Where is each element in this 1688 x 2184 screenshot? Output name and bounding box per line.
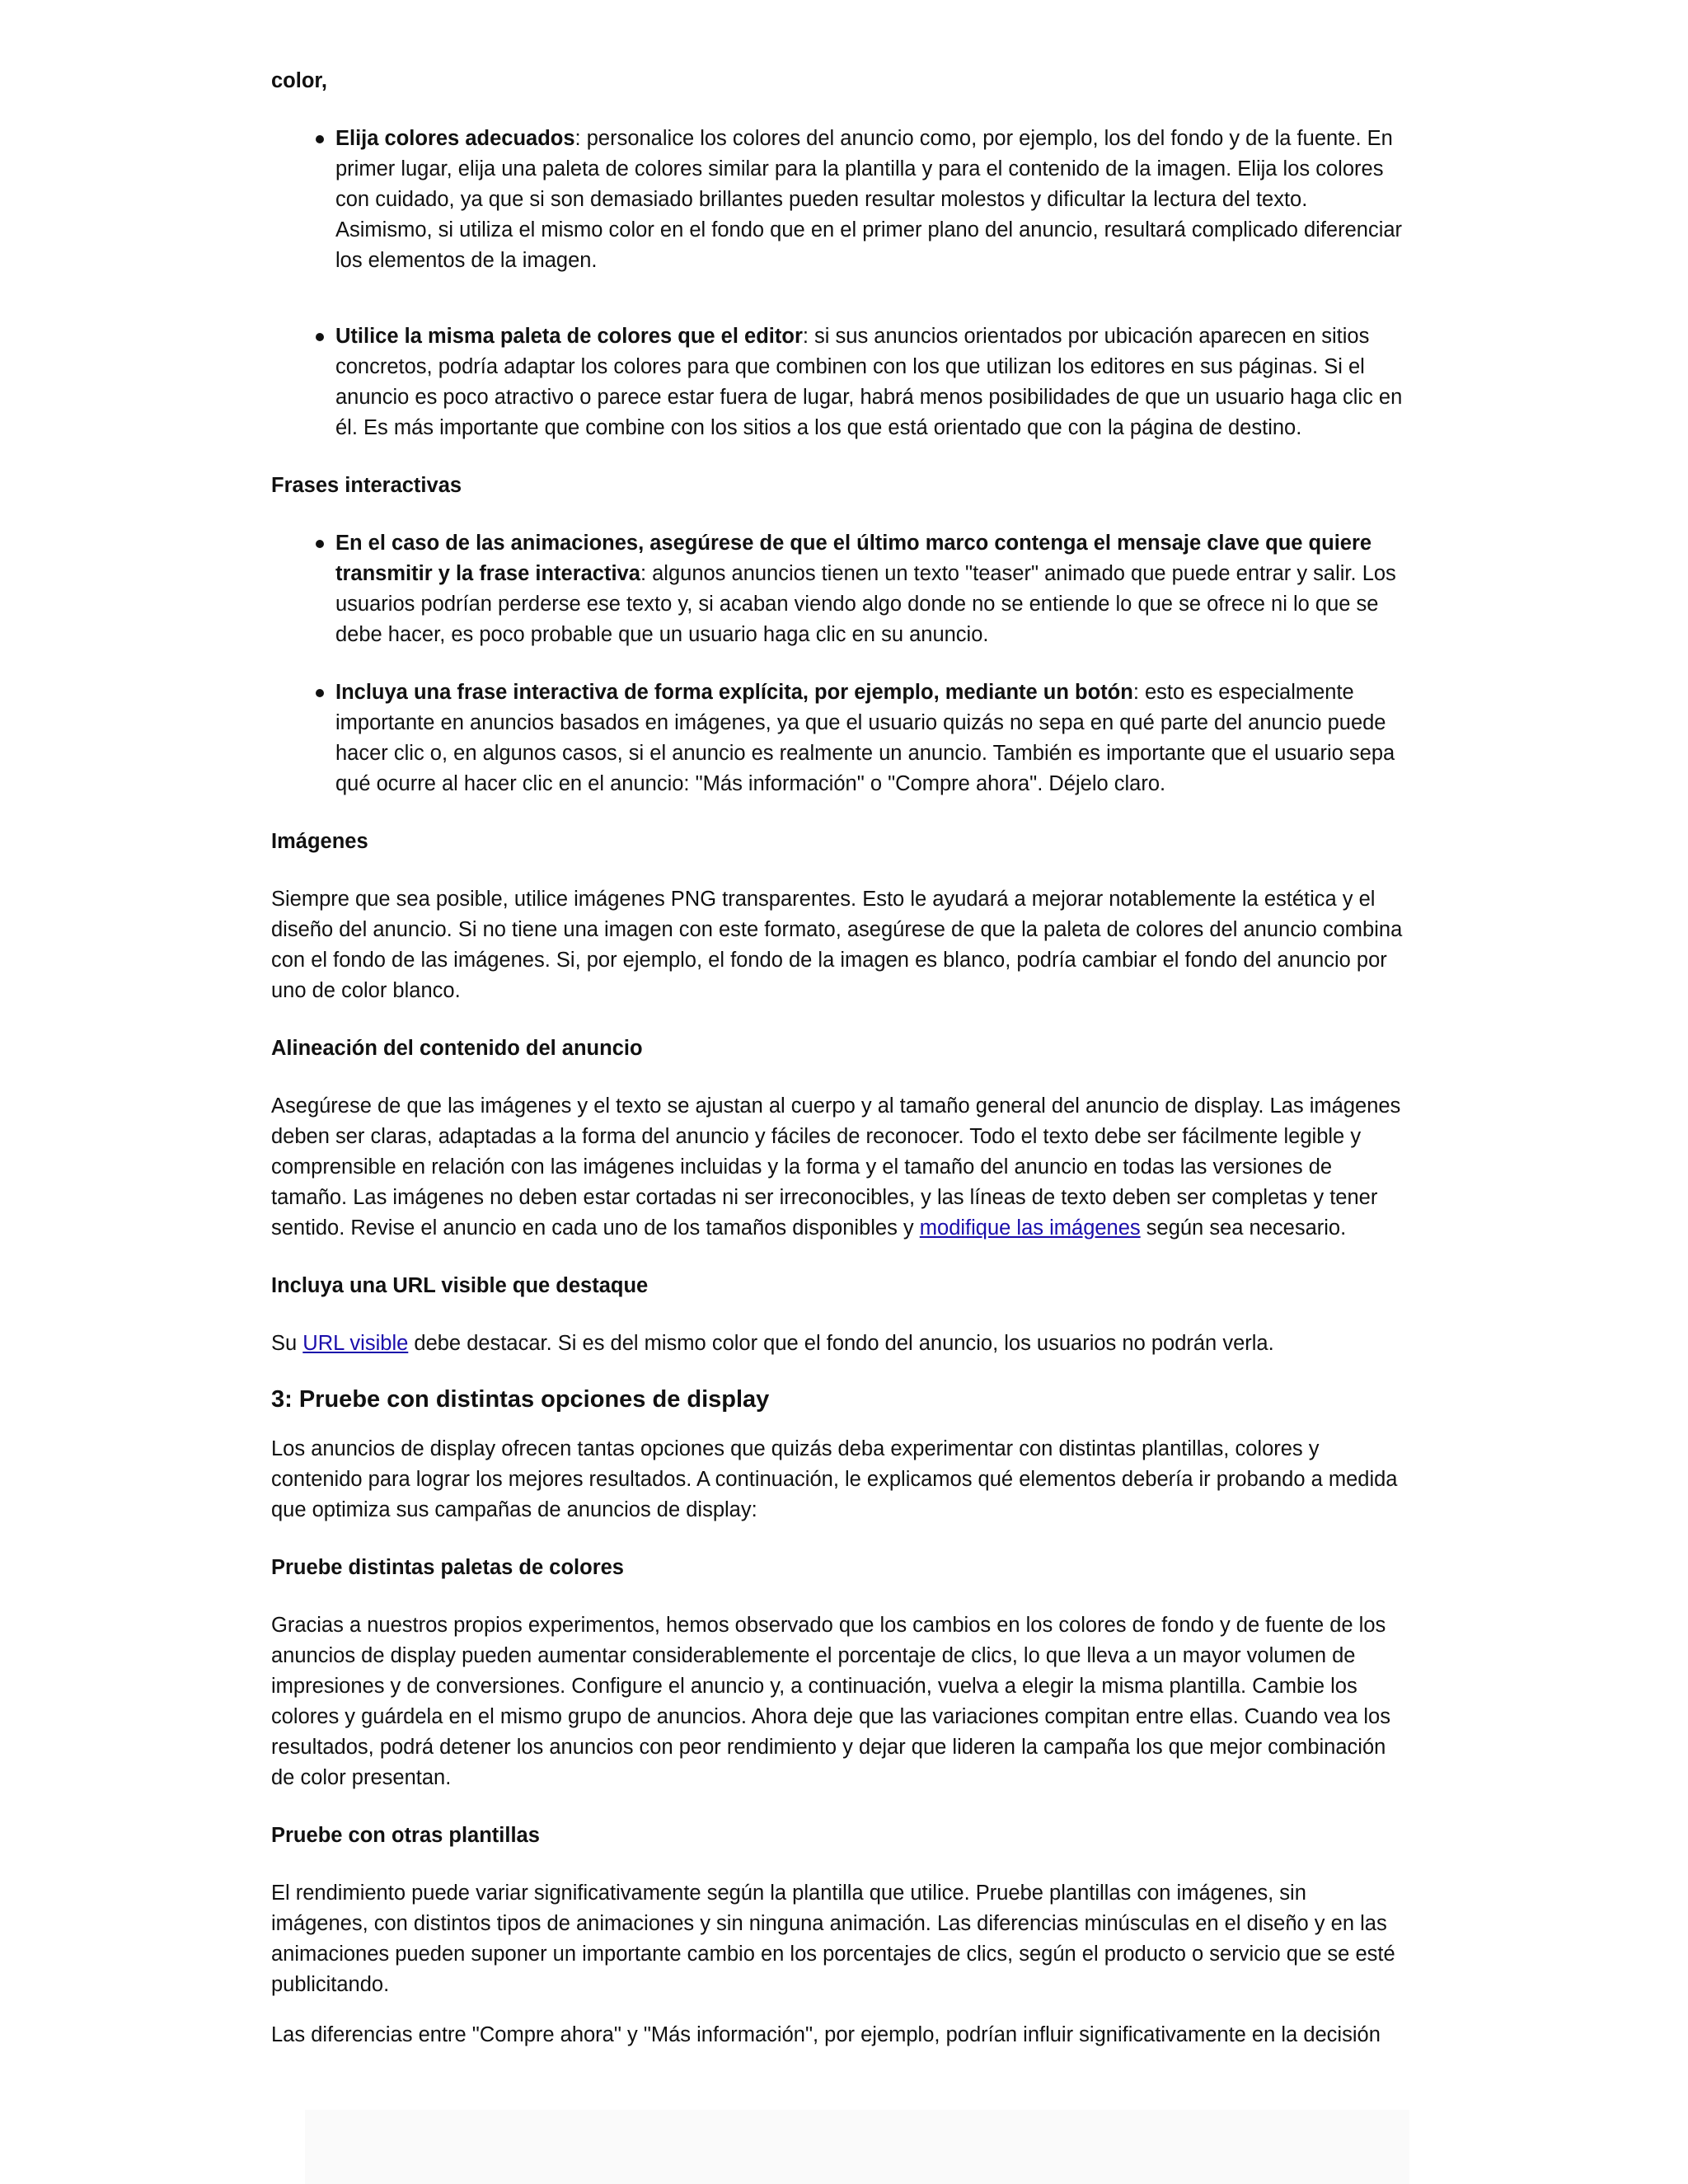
section-heading-alineacion: Alineación del contenido del anuncio [271, 1037, 643, 1060]
frases-tips-list [271, 528, 1404, 799]
text-run: debe destacar. Si es del mismo color que el fondo del anuncio, los usuarios no podrán verla. [408, 1332, 1274, 1355]
tip-title: Elija colores adecuados [335, 127, 575, 150]
list-item [271, 124, 1404, 276]
page-shadow [305, 2110, 1409, 2184]
section-heading-frases: Frases interactivas [271, 474, 462, 497]
paragraph-imagenes: Siempre que sea posible, utilice imágenes PNG transparentes. Esto le ayudará a mejorar notablemente la estética y el diseño del anuncio. Si no tiene una imagen con este formato, asegúrese de que la paleta de colores del anuncio combina con el fondo de las imágenes. Si, por ejemplo, el fondo de la imagen es blanco, podría cambiar el fondo del anuncio por uno de color blanco. [271, 888, 1403, 1002]
section-heading-plantillas: Pruebe con otras plantillas [271, 1824, 540, 1847]
tip-text: : si sus anuncios orientados por ubicación aparecen en sitios concretos, podría adaptar los colores para que combinen con los que utilizan los editores en sus páginas. Si el anuncio es poco atractivo o parece estar fuera de lugar, habrá menos posibilidades de que un usuario haga clic en él. Es más importante que combine con los sitios a los que está orientado que con la página de destino. [335, 325, 1403, 439]
modify-images-link[interactable]: modifique las imágenes [919, 1216, 1141, 1240]
bullet-icon [316, 540, 324, 548]
list-item [271, 528, 1404, 650]
tip-text: : esto es especialmente importante en anuncios basados en imágenes, ya que el usuario quizás no sepa en qué parte del anuncio puede hacer clic o, en algunos casos, si el anuncio es realmente un anuncio. También es importante que el usuario sepa qué ocurre al hacer clic en el anuncio: "Más información" o "Compre ahora". Déjelo claro. [335, 681, 1395, 795]
document-body [271, 66, 1404, 2050]
section-heading-imagenes: Imágenes [271, 830, 368, 853]
section-heading-url: Incluya una URL visible que destaque [271, 1274, 649, 1297]
paragraph-paletas: Gracias a nuestros propios experimentos, hemos observado que los cambios en los colores de fondo y de fuente de los anuncios de display pueden aumentar considerablemente el porcentaje de clics, lo que lleva a un mayor volumen de impresiones y de conversiones. Configure el anuncio y, a continuación, vuelva a elegir la misma plantilla. Cambie los colores y guárdela en el mismo grupo de anuncios. Ahora deje que las variaciones compitan entre ellas. Cuando vea los resultados, podrá detener los anuncios con peor rendimiento y dejar que lideren la campaña los que mejor combinación de color presentan. [271, 1614, 1390, 1789]
section-heading-paletas: Pruebe distintas paletas de colores [271, 1556, 624, 1579]
list-item [271, 677, 1404, 799]
intro-label: color, [271, 69, 328, 92]
paragraph-url [271, 1329, 1404, 1359]
bullet-icon [316, 333, 324, 341]
tip-title: Utilice la misma paleta de colores que el editor [335, 325, 803, 348]
text-run: según sea necesario. [1140, 1216, 1347, 1240]
visible-url-link[interactable]: URL visible [302, 1332, 409, 1355]
text-run: Asegúrese de que las imágenes y el texto se ajustan al cuerpo y al tamaño general del anuncio de display. Las imágenes deben ser claras, adaptadas a la forma del anuncio y fáciles de reconocer. Todo el texto debe ser fácilmente legible y comprensible en relación con las imágenes incluidas y la forma y el tamaño del anuncio en todas las versiones de tamaño. Las imágenes no deben estar cortadas ni ser irreconocibles, y las líneas de texto deben ser completas y tener sentido. Revise el anuncio en cada uno de los tamaños disponibles y [271, 1094, 1401, 1240]
tip-title: En el caso de las animaciones, asegúrese de que el último marco contenga el mensaje clave que quiere transmitir y la frase interactiva [335, 532, 1372, 585]
paragraph-diferencias: Las diferencias entre "Compre ahora" y "Más información", por ejemplo, podrían influir significativamente en la decisión [271, 2023, 1381, 2046]
section-title-display: 3: Pruebe con distintas opciones de display [271, 1386, 770, 1413]
tip-title: Incluya una frase interactiva de forma explícita, por ejemplo, mediante un botón [335, 681, 1133, 704]
paragraph-alineacion [271, 1091, 1404, 1244]
tip-text: : personalice los colores del anuncio como, por ejemplo, los del fondo y de la fuente. En primer lugar, elija una paleta de colores similar para la plantilla y para el contenido de la imagen. Elija los colores con cuidado, ya que si son demasiado brillantes pueden resultar molestos y dificultar la lectura del texto. Asimismo, si utiliza el mismo color en el fondo que en el primer plano del anuncio, resultará complicado diferenciar los elementos de la imagen. [335, 127, 1403, 272]
bullet-icon [316, 689, 324, 697]
list-item [271, 321, 1404, 443]
color-tips-list [271, 124, 1404, 443]
paragraph-display: Los anuncios de display ofrecen tantas opciones que quizás deba experimentar con distintas plantillas, colores y contenido para lograr los mejores resultados. A continuación, le explicamos qué elementos debería ir probando a medida que optimiza sus campañas de anuncios de display: [271, 1437, 1398, 1521]
bullet-icon [316, 135, 324, 143]
text-run: Su [271, 1332, 303, 1355]
tip-text: : algunos anuncios tienen un texto "teaser" animado que puede entrar y salir. Los usuarios podrían perderse ese texto y, si acaban viendo algo donde no se entiende lo que se ofrece ni lo que se debe hacer, es poco probable que un usuario haga clic en su anuncio. [335, 562, 1396, 646]
paragraph-plantillas: El rendimiento puede variar significativamente según la plantilla que utilice. Pruebe plantillas con imágenes, sin imágenes, con distintos tipos de animaciones y sin ninguna animación. Las diferencias minúsculas en el diseño y en las animaciones pueden suponer un importante cambio en los porcentajes de clics, según el producto o servicio que se esté publicitando. [271, 1882, 1395, 1996]
